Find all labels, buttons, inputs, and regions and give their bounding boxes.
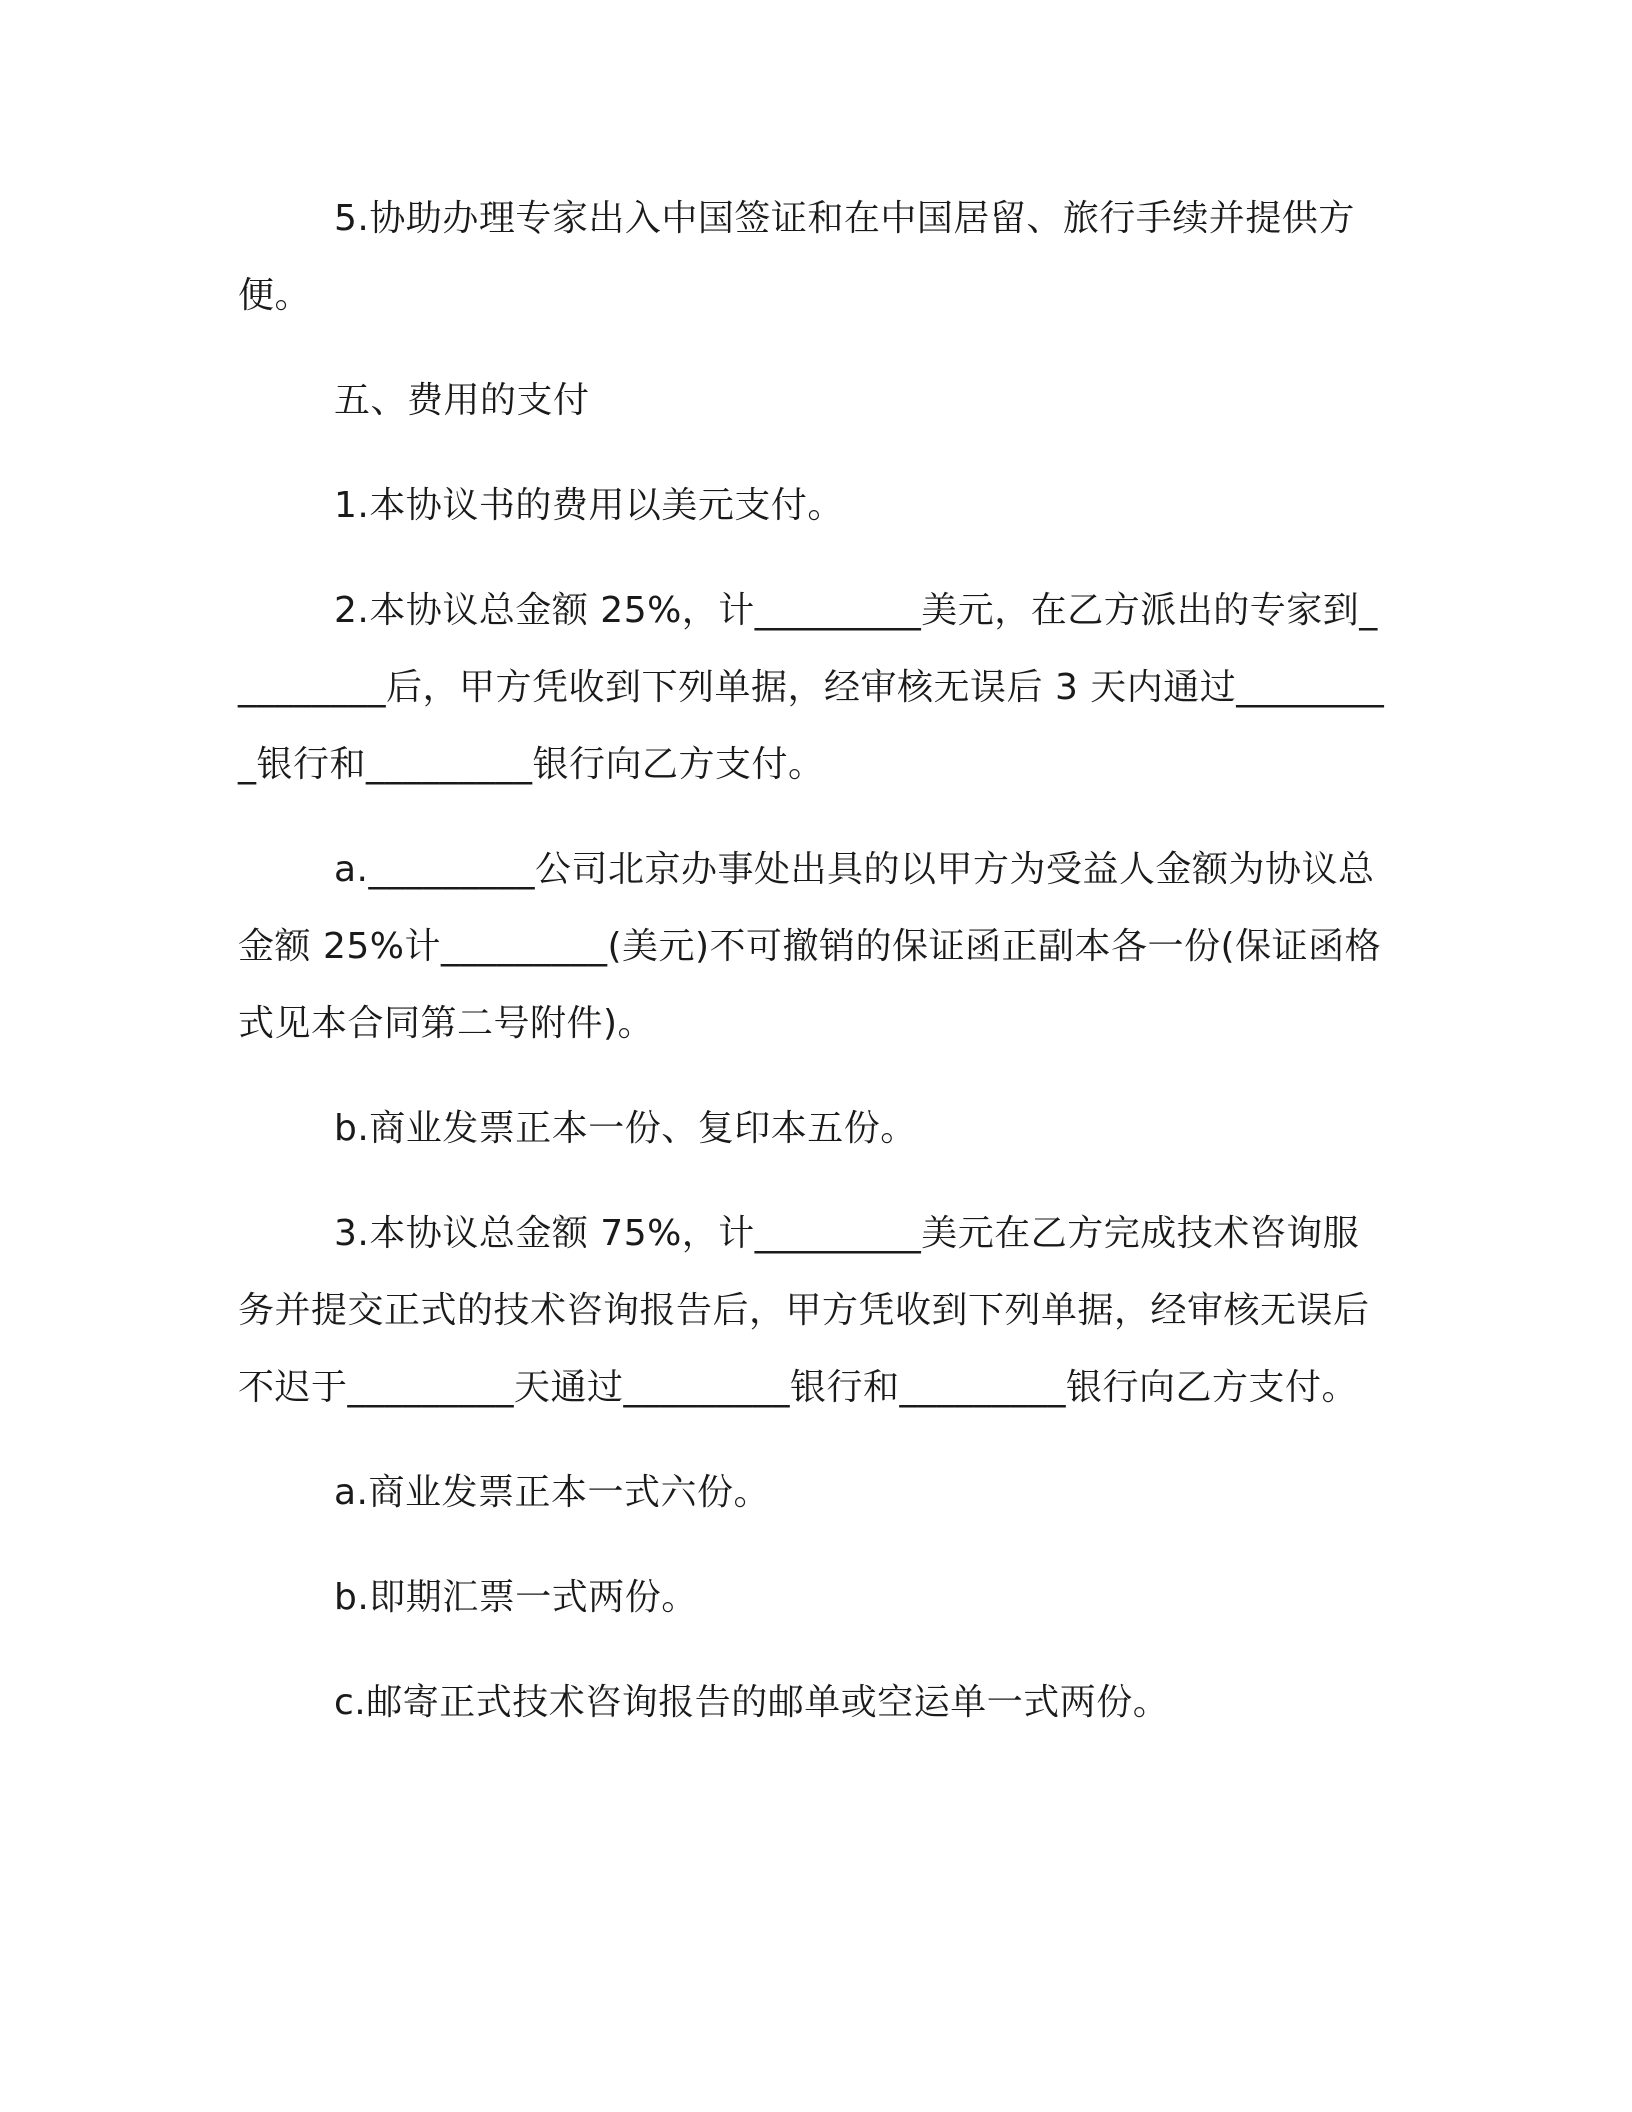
document-body <box>238 180 1388 1741</box>
paragraph-payment-currency: 1.本协议书的费用以美元支付。 <box>334 485 844 526</box>
section-heading-payment: 五、费用的支付 <box>334 380 590 421</box>
paragraph-first-installment: 2.本协议总金额 25%，计_________美元，在乙方派出的专家到_________后，甲方凭收到下列单据，经审核无误后 3 天内通过_________银行和_________银行向乙方支付。 <box>238 590 1385 785</box>
paragraph-airway-bill: c.邮寄正式技术咨询报告的邮单或空运单一式两份。 <box>334 1682 1170 1723</box>
paragraph-sight-draft: b.即期汇票一式两份。 <box>334 1577 698 1618</box>
paragraph-visa-assistance: 5.协助办理专家出入中国签证和在中国居留、旅行手续并提供方便。 <box>238 198 1355 316</box>
paragraph-commercial-invoice: b.商业发票正本一份、复印本五份。 <box>334 1108 917 1149</box>
paragraph-second-installment: 3.本协议总金额 75%，计_________美元在乙方完成技术咨询服务并提交正式的技术咨询报告后，甲方凭收到下列单据，经审核无误后不迟于_________天通过_________银行和_________银行向乙方支付。 <box>238 1213 1370 1408</box>
paragraph-guarantee-letter: a._________公司北京办事处出具的以甲方为受益人金额为协议总金额 25%计_________(美元)不可撤销的保证函正副本各一份(保证函格式见本合同第二号附件)。 <box>238 849 1382 1044</box>
paragraph-invoice-six-copies: a.商业发票正本一式六份。 <box>334 1472 771 1513</box>
